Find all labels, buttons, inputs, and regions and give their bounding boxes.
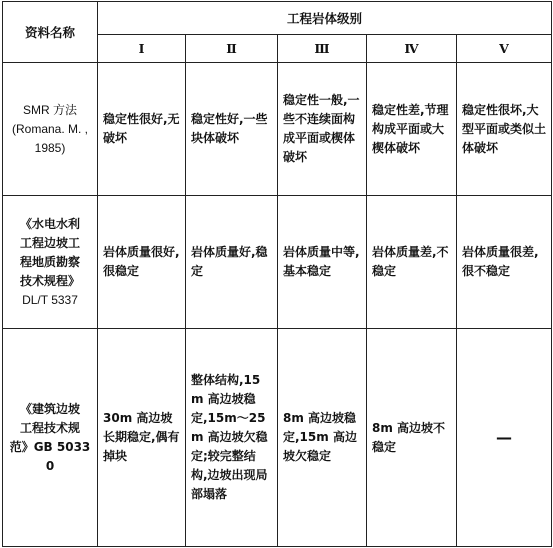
table-row: [3, 196, 552, 329]
level-header-2: Ⅱ: [186, 35, 278, 63]
row-name-line: SMR 方法: [22, 102, 77, 117]
table-cell: 整体结构,15m 高边坡稳定,15m～25m 高边坡欠稳定;较完整结构,边坡出现局部塌落: [186, 329, 278, 547]
row-name-line: 工程技术规: [19, 420, 80, 435]
table-cell: 岩体质量好,稳定: [186, 196, 278, 329]
table-cell: 8m 高边坡不稳定: [367, 329, 457, 547]
table-cell: 稳定性好,一些块体破坏: [186, 63, 278, 196]
table-cell: 岩体质量很差,很不稳定: [457, 196, 552, 329]
row-name-line: 工程边坡工: [19, 235, 80, 250]
header-row-1: [3, 2, 552, 35]
row-name-dl: [3, 196, 98, 329]
table-cell: 稳定性一般,一些不连续面构成平面或楔体破坏: [278, 63, 367, 196]
table-cell: 岩体质量中等,基本稳定: [278, 196, 367, 329]
rock-mass-classification-table: [2, 1, 552, 547]
table-row: [3, 63, 552, 196]
table-cell: 30m 高边坡长期稳定,偶有掉块: [98, 329, 186, 547]
table-cell: 稳定性差,节理构成平面或大楔体破坏: [367, 63, 457, 196]
table-cell: 稳定性很坏,大型平面或类似土体破坏: [457, 63, 552, 196]
row-name-line: 《水电水利: [19, 216, 80, 231]
row-name-line: (Romana. M. ,: [11, 121, 89, 136]
level-header-5: Ⅴ: [457, 35, 552, 63]
table-row: [3, 329, 552, 547]
table-cell: 岩体质量差,不稳定: [367, 196, 457, 329]
row-name-line: 1985): [34, 140, 66, 155]
group-header: 工程岩体级别: [98, 2, 552, 35]
table-cell-empty-dash: —: [457, 329, 552, 547]
row-name-smr: [3, 63, 98, 196]
row-name-line: 《建筑边坡: [19, 401, 80, 416]
level-header-4: Ⅳ: [367, 35, 457, 63]
level-header-3: Ⅲ: [278, 35, 367, 63]
row-name-line: 程地质勘察: [19, 254, 80, 269]
row-name-line: DL/T 5337: [22, 292, 78, 307]
row-name-gb: [3, 329, 98, 547]
row-name-line: 技术规程》: [19, 273, 80, 288]
table-cell: 岩体质量很好,很稳定: [98, 196, 186, 329]
row-name-line: 范》GB 50330: [9, 439, 91, 473]
table-cell: 稳定性很好,无破坏: [98, 63, 186, 196]
table-cell: 8m 高边坡稳定,15m 高边坡欠稳定: [278, 329, 367, 547]
corner-header: 资料名称: [3, 2, 98, 63]
level-header-1: Ⅰ: [98, 35, 186, 63]
